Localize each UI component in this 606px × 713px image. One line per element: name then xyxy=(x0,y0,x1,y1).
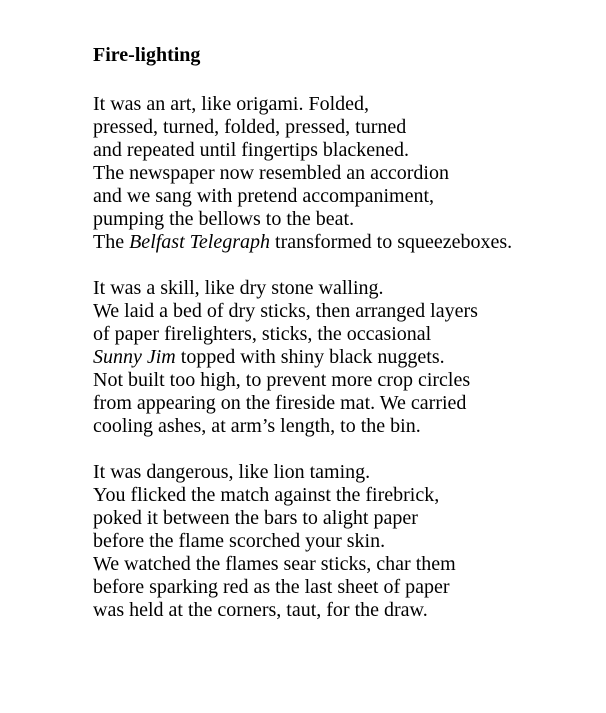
poem-body xyxy=(93,93,566,622)
text-segment: pressed, turned, folded, pressed, turned xyxy=(93,116,407,138)
text-segment: The newspaper now resembled an accordion xyxy=(93,162,449,184)
text-segment: transformed to squeezeboxes. xyxy=(270,231,513,253)
poem-line xyxy=(93,93,566,116)
italic-text-segment: Belfast Telegraph xyxy=(129,231,271,253)
poem-line xyxy=(93,208,566,231)
poem-line xyxy=(93,231,566,254)
text-segment: It was an art, like origami. Folded, xyxy=(93,93,370,115)
poem-line xyxy=(93,530,566,553)
poem-title: Fire-lighting xyxy=(93,44,201,66)
stanza xyxy=(93,461,566,622)
text-segment: pumping the bellows to the beat. xyxy=(93,208,355,230)
poem-line xyxy=(93,553,566,576)
text-segment: was held at the corners, taut, for the draw. xyxy=(93,599,428,621)
text-segment: before sparking red as the last sheet of paper xyxy=(93,576,450,598)
stanza xyxy=(93,93,566,254)
text-segment: It was dangerous, like lion taming. xyxy=(93,461,371,483)
poem-line xyxy=(93,484,566,507)
text-segment: from appearing on the fireside mat. We carried xyxy=(93,392,467,414)
poem-line xyxy=(93,576,566,599)
poem-line xyxy=(93,116,566,139)
poem-line xyxy=(93,162,566,185)
poem-line xyxy=(93,507,566,530)
text-segment: cooling ashes, at arm’s length, to the bin. xyxy=(93,415,421,437)
poem-line xyxy=(93,185,566,208)
text-segment: The xyxy=(93,231,130,253)
poem-line xyxy=(93,139,566,162)
text-segment: We watched the flames sear sticks, char them xyxy=(93,553,456,575)
poem-line xyxy=(93,300,566,323)
poem-line xyxy=(93,346,566,369)
text-segment: poked it between the bars to alight paper xyxy=(93,507,418,529)
text-segment: and we sang with pretend accompaniment, xyxy=(93,185,434,207)
text-segment: It was a skill, like dry stone walling. xyxy=(93,277,384,299)
text-segment: Not built too high, to prevent more crop circles xyxy=(93,369,471,391)
text-segment: of paper firelighters, sticks, the occasional xyxy=(93,323,432,345)
text-segment: We laid a bed of dry sticks, then arranged layers xyxy=(93,300,478,322)
poem-line xyxy=(93,415,566,438)
stanza xyxy=(93,277,566,438)
text-segment: and repeated until fingertips blackened. xyxy=(93,139,409,161)
italic-text-segment: Sunny Jim xyxy=(93,346,176,368)
text-segment: You flicked the match against the firebrick, xyxy=(93,484,440,506)
text-segment: before the flame scorched your skin. xyxy=(93,530,386,552)
text-segment: topped with shiny black nuggets. xyxy=(175,346,445,368)
poem-line xyxy=(93,392,566,415)
poem-line xyxy=(93,461,566,484)
poem-line xyxy=(93,277,566,300)
poem-line xyxy=(93,599,566,622)
poem-line xyxy=(93,369,566,392)
poem-line xyxy=(93,323,566,346)
